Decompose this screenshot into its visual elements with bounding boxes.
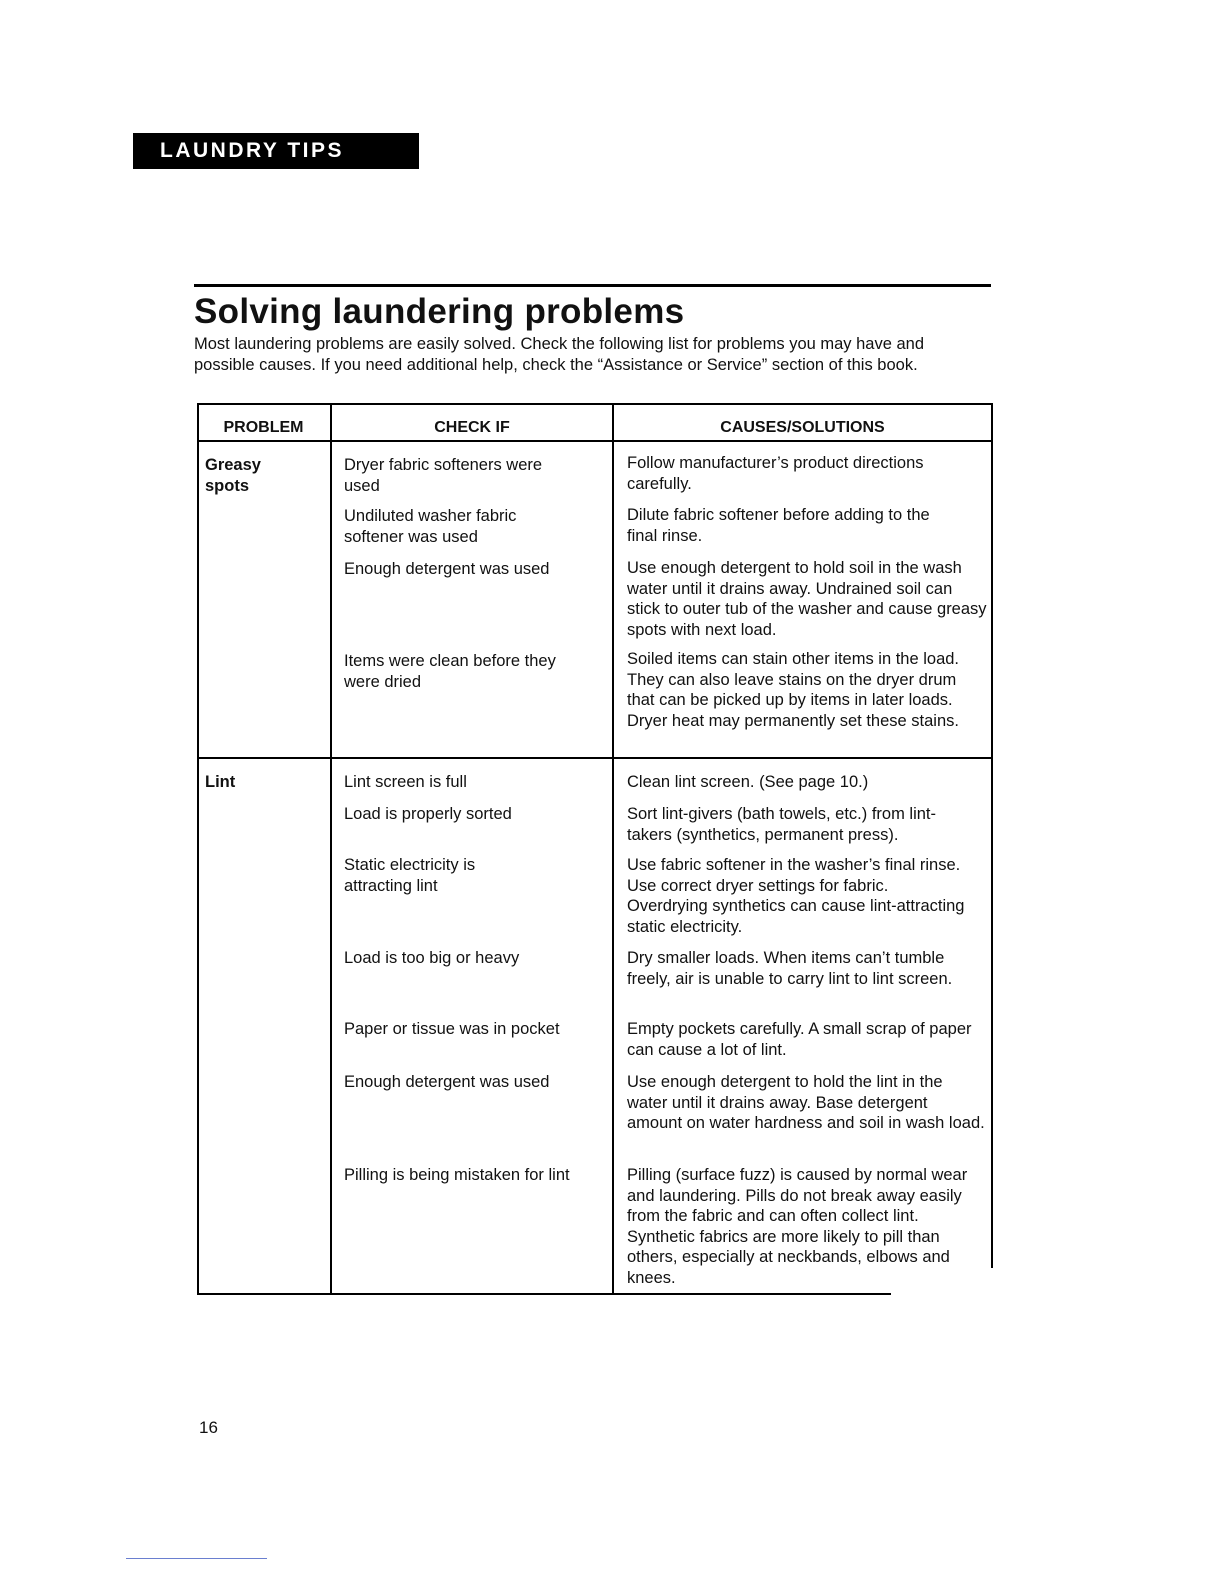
problems-table xyxy=(197,403,993,1296)
header-causes-solutions: CAUSES/SOLUTIONS xyxy=(720,419,885,436)
check-item: Load is properly sorted xyxy=(344,805,512,823)
check-item: Static electricity is attracting lint xyxy=(344,856,476,895)
check-item: Pilling is being mistaken for lint xyxy=(344,1166,570,1184)
check-item: Paper or tissue was in pocket xyxy=(344,1020,560,1038)
column-divider-1 xyxy=(330,403,332,1295)
header-problem: PROBLEM xyxy=(223,419,304,436)
problem-lint: Lint xyxy=(205,773,236,791)
title-rule xyxy=(194,284,991,287)
check-item: Lint screen is full xyxy=(344,773,467,791)
check-item: Enough detergent was used xyxy=(344,560,550,578)
group-divider-rule xyxy=(197,757,993,759)
check-item: Dryer fabric softeners were used xyxy=(344,456,543,495)
header-bottom-rule xyxy=(197,440,993,442)
column-divider-2 xyxy=(612,403,614,1295)
solution-item: Use enough detergent to hold soil in the wash water until it drains away. Undrained soil can stick to outer tub of the washer and cause greasy spots with next load. xyxy=(627,559,987,639)
page-number: 16 xyxy=(199,1418,218,1437)
footer-rule xyxy=(126,1558,267,1559)
solution-item: Dilute fabric softener before adding to the final rinse. xyxy=(627,506,930,545)
solution-item: Follow manufacturer’s product directions carefully. xyxy=(627,454,924,493)
solution-item: Clean lint screen. (See page 10.) xyxy=(627,773,869,791)
check-item: Load is too big or heavy xyxy=(344,949,520,967)
check-item: Items were clean before they were dried xyxy=(344,652,556,691)
table-top-rule xyxy=(197,403,993,405)
section-banner: LAUNDRY TIPS xyxy=(133,133,419,169)
solution-item: Soiled items can stain other items in the load. They can also leave stains on the dryer drum that can be picked up by items in later loads. Dryer heat may permanently set these stains. xyxy=(627,650,960,730)
page-title: Solving laundering problems xyxy=(194,292,685,331)
solution-item: Pilling (surface fuzz) is caused by normal wear and laundering. Pills do not break away easily from the fabric and can often collect lint. Synthetic fabrics are more likely to pill than others, especially at neckbands, elbows and knees. xyxy=(627,1166,968,1287)
problem-greasy-spots: Greasy spots xyxy=(205,456,261,495)
solution-item: Use enough detergent to hold the lint in the water until it drains away. Base detergent amount on water hardness and soil in wash load. xyxy=(627,1073,985,1132)
table-left-rule xyxy=(197,403,199,1295)
solution-item: Empty pockets carefully. A small scrap of paper can cause a lot of lint. xyxy=(627,1020,972,1059)
solution-item: Use fabric softener in the washer’s final rinse. Use correct dryer settings for fabric. Overdrying synthetics can cause lint-attracting static electricity. xyxy=(627,856,965,936)
table-right-rule xyxy=(991,403,993,758)
table-right-rule-lower xyxy=(991,758,993,1268)
intro-paragraph: Most laundering problems are easily solved. Check the following list for problems you may have and possible causes. If you need additional help, check the “Assistance or Service” section of this book. xyxy=(194,335,925,374)
check-item: Enough detergent was used xyxy=(344,1073,550,1091)
solution-item: Dry smaller loads. When items can’t tumble freely, air is unable to carry lint to lint screen. xyxy=(627,949,953,988)
solution-item: Sort lint-givers (bath towels, etc.) from lint-takers (synthetics, permanent press). xyxy=(627,805,937,844)
table-bottom-rule xyxy=(197,1293,891,1295)
header-check-if: CHECK IF xyxy=(434,419,510,436)
check-item: Undiluted washer fabric softener was used xyxy=(344,507,517,546)
